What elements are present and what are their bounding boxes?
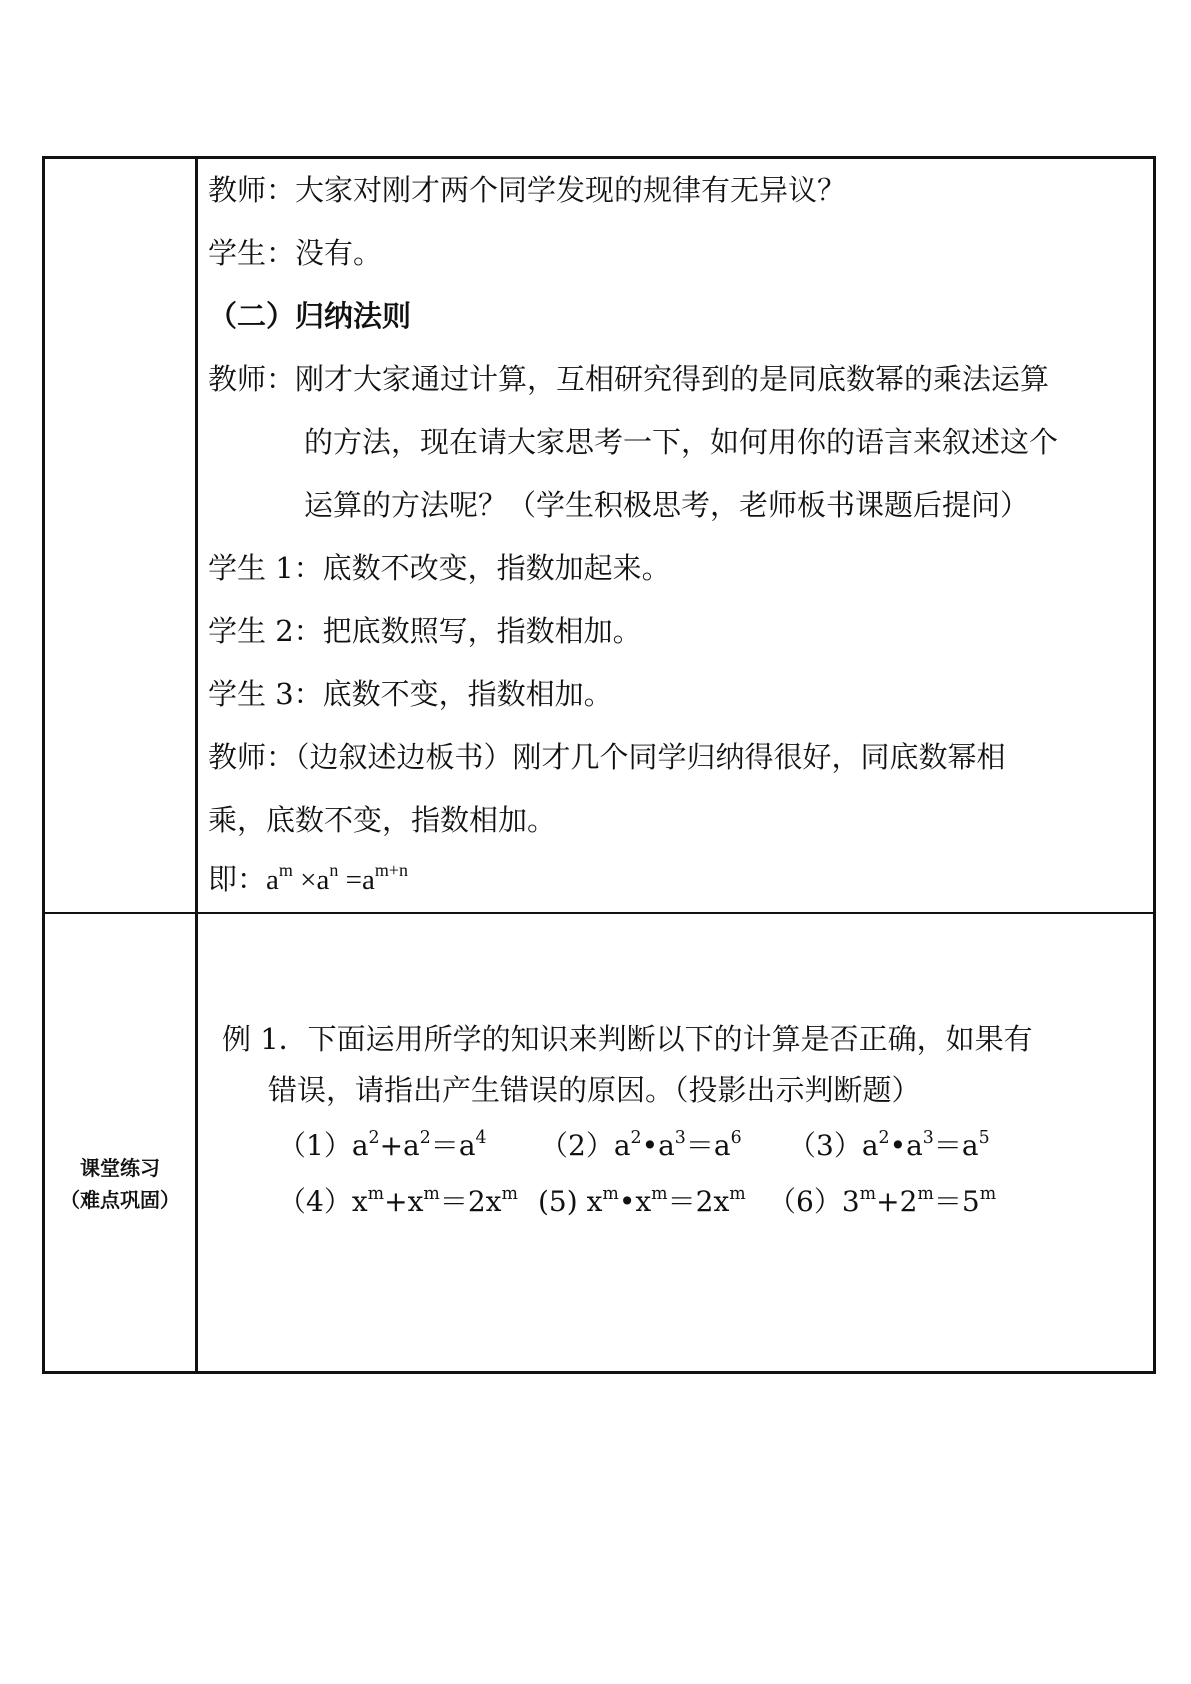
exercise-item (278, 1182, 518, 1222)
dialogue-cell (208, 159, 1148, 912)
dialogue-line: 学生 2：把底数照写，指数相加。 (208, 614, 642, 648)
example-prompt-cont: 错误，请指出产生错误的原因。（投影出示判断题） (268, 1073, 921, 1107)
exercise-item (768, 1182, 996, 1222)
item-term: a (961, 1129, 979, 1162)
item-equals: ＝ (439, 1185, 468, 1218)
item-number: (5) (538, 1185, 578, 1218)
item-exponent: 2 (630, 1127, 642, 1148)
item-operator: • (889, 1129, 907, 1162)
item-exponent: 2 (419, 1127, 431, 1148)
item-number: （6） (768, 1185, 842, 1218)
item-term: 2x (695, 1185, 730, 1218)
item-number: （2） (540, 1129, 614, 1162)
dialogue-line: 教师：大家对刚才两个同学发现的规律有无异议？ (208, 173, 847, 207)
item-term: 2x (467, 1185, 502, 1218)
item-exponent: 6 (730, 1127, 742, 1148)
item-operator: • (641, 1129, 659, 1162)
item-exponent: m (651, 1183, 668, 1204)
formula-prefix: 即： (208, 864, 267, 896)
section-sublabel: （难点巩固） (60, 1188, 180, 1212)
item-equals: ＝ (933, 1129, 962, 1162)
exercise-item (538, 1182, 746, 1222)
example-prompt: 例 1．下面运用所学的知识来判断以下的计算是否正确，如果有 (222, 1022, 1033, 1056)
item-operator: + (384, 1185, 408, 1218)
item-term: 5 (961, 1185, 980, 1218)
item-term: 3 (841, 1185, 860, 1218)
item-exponent: 2 (878, 1127, 890, 1148)
dialogue-line: 教师：（边叙述边板书）刚才几个同学归纳得很好，同底数幂相 (208, 740, 1006, 774)
formula-operator: × (292, 864, 317, 896)
item-exponent: m (979, 1183, 997, 1204)
item-operator: + (379, 1129, 404, 1162)
formula-base: a (266, 864, 279, 896)
item-equals: ＝ (430, 1129, 459, 1162)
formula-exponent: m (278, 860, 293, 881)
item-term: a (713, 1129, 731, 1162)
formula-base: a (316, 864, 330, 896)
lesson-table (42, 156, 1156, 1374)
dialogue-line: 乘，底数不变，指数相加。 (208, 803, 557, 837)
exercise-item (788, 1126, 990, 1166)
item-term: x (351, 1185, 368, 1218)
item-exponent: m (367, 1183, 385, 1204)
item-term: a (351, 1129, 369, 1162)
dialogue-line: 的方法，现在请大家思考一下，如何用你的语言来叙述这个 (304, 425, 1059, 459)
item-exponent: m (501, 1183, 518, 1204)
item-term: x (407, 1185, 424, 1218)
item-exponent: m (423, 1183, 440, 1204)
item-term: a (658, 1129, 675, 1162)
item-equals: ＝ (667, 1185, 696, 1218)
item-term: x (635, 1185, 652, 1218)
section-label-cell (45, 914, 195, 1374)
formula-exponent: m+n (374, 860, 408, 881)
item-term: a (403, 1129, 420, 1162)
item-operator: + (876, 1185, 900, 1218)
item-equals: ＝ (685, 1129, 714, 1162)
item-exponent: 3 (674, 1127, 686, 1148)
exercise-cell (208, 914, 1148, 1374)
item-term: a (458, 1129, 476, 1162)
item-term: x (586, 1185, 603, 1218)
section-heading: （二）归纳法则 (208, 299, 412, 333)
power-rule-formula (208, 849, 408, 912)
item-exponent: 3 (922, 1127, 934, 1148)
item-term: 2 (899, 1185, 918, 1218)
item-exponent: 4 (475, 1127, 487, 1148)
dialogue-line: 学生 3：底数不变，指数相加。 (208, 677, 613, 711)
dialogue-line: 运算的方法呢？（学生积极思考，老师板书课题后提问） (304, 488, 1030, 522)
item-number: （1） (278, 1129, 352, 1162)
formula-exponent: n (329, 860, 339, 881)
formula-base: a (361, 864, 375, 896)
exercise-item (278, 1126, 487, 1166)
item-operator: • (618, 1185, 636, 1218)
item-exponent: 5 (978, 1127, 990, 1148)
item-exponent: 2 (368, 1127, 380, 1148)
item-number: （4） (278, 1185, 352, 1218)
item-exponent: m (602, 1183, 619, 1204)
item-term: a (613, 1129, 631, 1162)
section-label: 课堂练习 (80, 1156, 160, 1180)
dialogue-line: 教师：刚才大家通过计算，互相研究得到的是同底数幂的乘法运算 (208, 362, 1050, 396)
item-number: （3） (788, 1129, 862, 1162)
exercise-item (540, 1126, 742, 1166)
dialogue-line: 学生 1：底数不改变，指数加起来。 (208, 551, 671, 585)
item-exponent: m (917, 1183, 934, 1204)
formula-equals: = (338, 864, 362, 896)
item-term: a (906, 1129, 923, 1162)
dialogue-line: 学生：没有。 (208, 236, 383, 270)
item-equals: ＝ (933, 1185, 962, 1218)
item-term: a (861, 1129, 879, 1162)
item-exponent: m (859, 1183, 877, 1204)
column-divider (195, 159, 198, 1371)
item-exponent: m (729, 1183, 746, 1204)
